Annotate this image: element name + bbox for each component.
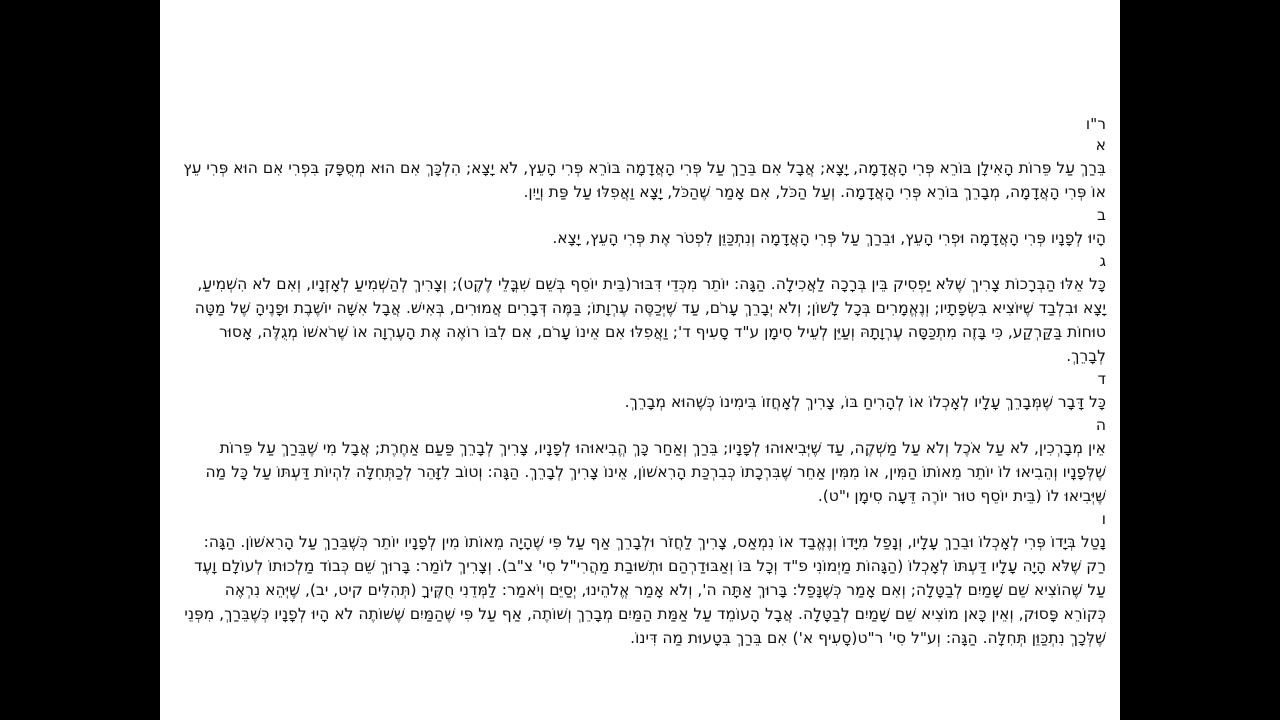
seif-letter: א	[1095, 136, 1106, 154]
seif-text: כָּל אֵלּוּ הַבְּרָכוֹת צָרִיךְ שֶׁלֹּא יַפְסִיק בֵּין בְּרָכָה לַאֲכִילָה. הַגָּה: יוֹתֵר מִכְּדֵי דִּבּוּר(בֵּית יוֹסֵף בְּשֵׁם שִׁבֳּלֵי לֶקֶט); וְצָרִיךְ לְהַשְׁמִיעַ לְאָזְנָיו, וְאִם לֹא הִשְׁמִיעַ, יָצָא וּבִלְבַד שֶׁיּוֹצִיא בִּשְׂפָתָיו; וְנֶאֱמָרִים בְּכָל לָשׁוֹן; וְלֹא יְבָרֵךְ עָרֹם, עַד שֶׁיְּכַסֶּה עֶרְוָתוֹ; בַּמֶּה דְּבָרִים אֲמוּרִים, בְּאִישׁ. אֲבָל אִשָּׁה יוֹשֶׁבֶת וּפָנֶיהָ שֶׁל מַטָּה טוּחוֹת בַּקַּרְקַע, כִּי בָּזֶה מִתְכַּסָּה עֶרְוָתָהּ וְעַיֵּן לְעֵיל סִימָן ע"ד סָעִיף ד'; וַאֲפִלּוּ אִם אֵינוֹ עָרֹם, אִם לִבּוֹ רוֹאֶה אֶת הָעֶרְוָה אוֹ שֶׁרֹאשׁוֹ מְגֻלֶּה, אָסוּר לְבָרֵךְ.	[194, 275, 1106, 365]
seif-letter: ג	[1099, 252, 1106, 270]
seif-letter: ו	[1101, 510, 1106, 528]
seif-text: אֵין מְבָרְכִין, לֹא עַל אֹכֶל וְלֹא עַל מַשְׁקֶה, עַד שֶׁיְּבִיאוּהוּ לְפָנָיו; בֵּרַךְ וְאַחַר כָּךְ הֱבִיאוּהוּ לְפָנָיו, צָרִיךְ לְבָרֵךְ פַּעַם אַחֶרֶת; אֲבָל מִי שֶׁבֵּרַךְ עַל פֵּרוֹת שֶׁלְּפָנָיו וְהֵבִיאוּ לוֹ יוֹתֵר מֵאוֹתוֹ הַמִּין, אוֹ מִמִּין אַחֵר שֶׁבִּרְכָתוֹ כְּבִרְכַּת הָרִאשׁוֹן, אֵינוֹ צָרִיךְ לְבָרֵךְ. הַגָּה: וְטוֹב לִזָּהֵר לְכַתְּחִלָּה לִהְיוֹת דַּעְתּוֹ עַל כָּל מַה שֶּׁיְּבִיאוּ לוֹ (בֵּית יוֹסֵף טוּר יוֹרֶה דֵּעָה סִימָן י"ט).	[205, 439, 1106, 505]
seif-text: כָּל דָּבָר שֶׁמְּבָרֵךְ עָלָיו לְאָכְלוֹ אוֹ לְהָרִיחַ בּוֹ, צָרִיךְ לְאָחֲזוֹ בִּימִינוֹ כְּשֶׁהוּא מְבָרֵךְ.	[624, 393, 1106, 411]
seif-text: נָטַל בְּיָדוֹ פְּרִי לְאָכְלוֹ וּבֵרַךְ עָלָיו, וְנָפַל מִיָּדוֹ וְנֶאֱבַד אוֹ נִמְאַס, צָרִיךְ לַחֲזֹר וּלְבָרֵךְ אַף עַל פִּי שֶׁהָיָה מֵאוֹתוֹ מִין לְפָנָיו יוֹתֵר כְּשֶׁבֵּרַךְ עַל הָרִאשׁוֹן. הַגָּה: רַק שֶׁלֹּא הָיָה עָלָיו דַּעְתּוֹ לְאָכְלוֹ (הַגָּהוֹת מַיְמוֹנִי פ"ד וְכָל בּוֹ וְאַבּוּדַרְהַם וּתְשׁוּבַת מַהֲרִי"ל סִי' צ"ב). וְצָרִיךְ לוֹמַר: בָּרוּךְ שֵׁם כְּבוֹד מַלְכוּתוֹ לְעוֹלָם וָעֶד עַל שֶׁהוֹצִיא שֵׁם שָׁמַיִם לְבַטָּלָה; וְאִם אָמַר כְּשֶׁנָּפַל: בָּרוּךְ אַתָּה ה', וְלֹא אָמַר אֱלֹהֵינוּ, יְסַיֵּם וְיֹאמַר: לַמְּדֵנִי חֻקֶּיךָ (תְּהִלִּים קיט, יב), שֶׁיְּהֵא נִרְאֶה כְּקוֹרֵא פָּסוּק, וְאֵין כָּאן מוֹצִיא שֵׁם שָׁמַיִם לְבַטָּלָה. אֲבָל הָעוֹמֵד עַל אַמַּת הַמַּיִם מְבָרֵךְ וְשׁוֹתֶה, אַף עַל פִּי שֶׁהַמַּיִם שֶׁשּׁוֹתֶה לֹא הָיוּ לְפָנָיו כְּשֶׁבֵּרַךְ, מִפְּנֵי שֶׁלְּכָךְ נִתְכַּוֵּן תְּחִלָּה. הַגָּה: וְע"ל סִי' ר"ט(סָעִיף א') אִם בֵּרַךְ בִּטָעוּת מַה דִּינוֹ.	[184, 533, 1106, 647]
seif-letter: ד	[1097, 370, 1106, 388]
seif-text: הָיוּ לְפָנָיו פְּרִי הָאֲדָמָה וּפְרִי הָעֵץ, וּבֵרַךְ עַל פְּרִי הָאֲדָמָה וְנִתְכַּוֵּן לִפְטֹר אֶת פְּרִי הָעֵץ, יָצָא.	[552, 229, 1106, 247]
seif-letter: ה	[1095, 416, 1106, 434]
seif-text: בֵּרַךְ עַל פֵּרוֹת הָאִילָן בּוֹרֵא פְּרִי הָאֲדָמָה, יָצָא; אֲבָל אִם בֵּרַךְ עַל פְּרִי הָאֲדָמָה בּוֹרֵא פְּרִי הָעֵץ, לֹא יָצָא; הִלְכָּךְ אִם הוּא מְסֻפָּק בִּפְרִי אִם הוּא פְּרִי עֵץ אוֹ פְּרִי הָאֲדָמָה, מְבָרֵךְ בּוֹרֵא פְּרִי הָאֲדָמָה. וְעַל הַכֹּל, אִם אָמַר שֶׁהַכֹּל, יָצָא וַאֲפִלּוּ עַל פַּת וְיַיִן.	[183, 159, 1106, 201]
document-body	[180, 112, 1106, 650]
siman-number: ר"ו	[1085, 115, 1106, 133]
document-page	[160, 0, 1120, 720]
seif-letter: ב	[1097, 206, 1106, 224]
